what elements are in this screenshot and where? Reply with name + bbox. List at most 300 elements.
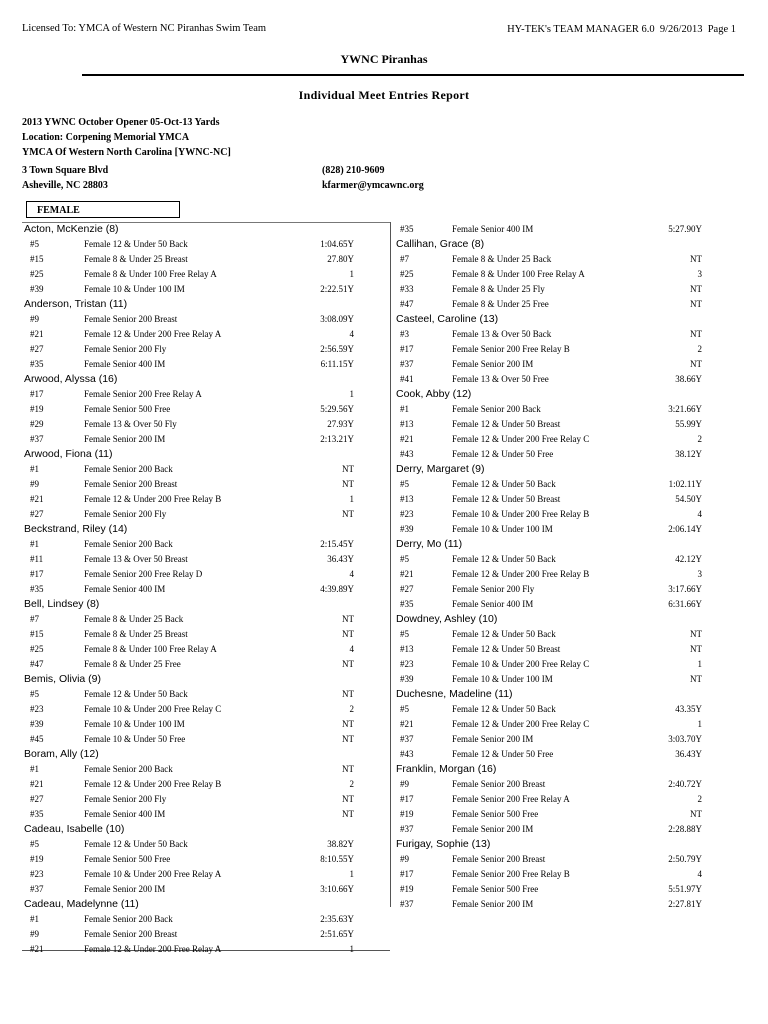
event-name: Female Senior 200 Free Relay A (452, 794, 570, 804)
event-name: Female Senior 500 Free (84, 404, 171, 414)
event-number: #15 (30, 629, 44, 639)
seed-time: 2:06.14Y (668, 524, 702, 534)
event-name: Female Senior 500 Free (452, 884, 539, 894)
entry-row (24, 537, 388, 552)
event-name: Female 8 & Under 100 Free Relay A (84, 269, 217, 279)
event-number: #11 (30, 554, 44, 564)
entry-row (24, 492, 388, 507)
event-number: #17 (400, 344, 414, 354)
seed-time: 3 (697, 269, 702, 279)
seed-time: 42.12Y (675, 554, 702, 564)
entry-row (24, 417, 388, 432)
seed-time: 2:13.21Y (320, 434, 354, 444)
seed-time: NT (690, 329, 702, 339)
entry-row (24, 702, 388, 717)
seed-time: 3:03.70Y (668, 734, 702, 744)
event-number: #3 (400, 329, 409, 339)
event-number: #9 (30, 314, 39, 324)
swimmer-name: Bemis, Olivia (9) (24, 673, 102, 685)
event-name: Female 12 & Under 50 Breast (452, 494, 561, 504)
event-name: Female 12 & Under 200 Free Relay A (84, 944, 222, 954)
entry-row (24, 387, 388, 402)
seed-time: 2:51.65Y (320, 929, 354, 939)
event-name: Female 12 & Under 200 Free Relay C (452, 719, 590, 729)
event-name: Female 12 & Under 200 Free Relay A (84, 329, 222, 339)
event-name: Female Senior 200 Free Relay D (84, 569, 203, 579)
entry-row (396, 582, 706, 597)
event-number: #1 (400, 404, 409, 414)
event-number: #23 (30, 869, 44, 879)
event-name: Female Senior 200 Free Relay A (84, 389, 202, 399)
swimmer-name: Derry, Margaret (9) (396, 463, 485, 475)
entry-row (396, 657, 706, 672)
event-name: Female 13 & Over 50 Free (452, 374, 549, 384)
seed-time: NT (342, 734, 354, 744)
event-number: #39 (30, 719, 44, 729)
page-number: Page 1 (707, 24, 736, 35)
entry-row (396, 882, 706, 897)
event-name: Female 10 & Under 200 Free Relay A (84, 869, 222, 879)
entry-row (396, 642, 706, 657)
event-number: #23 (30, 704, 44, 714)
team-name: YWNC Piranhas (340, 52, 428, 66)
event-number: #21 (30, 494, 44, 504)
event-name: Female 8 & Under 25 Back (452, 254, 552, 264)
entry-row (396, 507, 706, 522)
entry-row (24, 942, 388, 957)
entry-row (24, 477, 388, 492)
event-name: Female Senior 400 IM (84, 359, 166, 369)
swimmer-name: Beckstrand, Riley (14) (24, 523, 128, 535)
event-name: Female 13 & Over 50 Back (452, 329, 552, 339)
seed-time: 2 (697, 344, 702, 354)
seed-time: 4 (349, 329, 354, 339)
seed-time: NT (342, 719, 354, 729)
entry-row (396, 417, 706, 432)
event-number: #9 (400, 779, 409, 789)
entry-row (24, 402, 388, 417)
seed-time: 1 (349, 944, 354, 954)
entry-row (396, 822, 706, 837)
event-number: #37 (30, 434, 44, 444)
swimmer-name: Derry, Mo (11) (396, 538, 463, 550)
seed-time: 27.93Y (327, 419, 354, 429)
event-name: Female Senior 200 Breast (84, 929, 178, 939)
seed-time: 55.99Y (675, 419, 702, 429)
event-number: #5 (30, 689, 39, 699)
report-software-info (507, 24, 736, 35)
entry-row (396, 282, 706, 297)
entry-row (24, 552, 388, 567)
seed-time: 38.12Y (675, 449, 702, 459)
swimmer-name: Arwood, Alyssa (16) (24, 373, 118, 385)
seed-time: 1 (349, 494, 354, 504)
event-name: Female 13 & Over 50 Breast (84, 554, 188, 564)
event-name: Female Senior 500 Free (84, 854, 171, 864)
event-name: Female Senior 200 Breast (452, 779, 546, 789)
seed-time: 2:22.51Y (320, 284, 354, 294)
event-number: #9 (30, 929, 39, 939)
entry-row (396, 852, 706, 867)
seed-time: 2:40.72Y (668, 779, 702, 789)
event-number: #17 (30, 389, 44, 399)
seed-time: NT (342, 764, 354, 774)
seed-time: NT (690, 674, 702, 684)
event-name: Female Senior 500 Free (452, 809, 539, 819)
seed-time: 1:04.65Y (320, 239, 354, 249)
event-name: Female Senior 200 IM (84, 884, 166, 894)
event-number: #35 (30, 359, 44, 369)
event-number: #5 (400, 479, 409, 489)
event-name: Female Senior 200 IM (452, 824, 534, 834)
event-number: #35 (400, 599, 414, 609)
seed-time: 3:21.66Y (668, 404, 702, 414)
seed-time: 1:02.11Y (668, 479, 702, 489)
report-title: Individual Meet Entries Report (298, 88, 470, 102)
event-name: Female 12 & Under 50 Back (452, 554, 556, 564)
swimmer-name: Callihan, Grace (8) (396, 238, 485, 250)
swimmer-name: Franklin, Morgan (16) (396, 763, 497, 775)
event-number: #43 (400, 449, 414, 459)
event-number: #29 (30, 419, 44, 429)
event-name: Female Senior 200 Fly (84, 344, 167, 354)
seed-time: 5:29.56Y (320, 404, 354, 414)
event-name: Female 12 & Under 200 Free Relay C (452, 434, 590, 444)
event-name: Female 12 & Under 50 Back (452, 629, 556, 639)
event-name: Female 10 & Under 50 Free (84, 734, 186, 744)
entry-row (396, 597, 706, 612)
entries-right-column (396, 222, 706, 912)
event-name: Female 12 & Under 200 Free Relay B (84, 494, 222, 504)
seed-time: NT (342, 809, 354, 819)
entry-row (24, 912, 388, 927)
event-name: Female 8 & Under 25 Free (84, 659, 181, 669)
entry-row (24, 432, 388, 447)
event-number: #39 (30, 284, 44, 294)
event-number: #35 (30, 809, 44, 819)
event-name: Female 10 & Under 200 Free Relay B (452, 509, 590, 519)
event-number: #15 (30, 254, 44, 264)
event-number: #43 (400, 749, 414, 759)
seed-time: 43.35Y (675, 704, 702, 714)
event-name: Female 12 & Under 50 Breast (452, 419, 561, 429)
event-number: #27 (30, 794, 44, 804)
entry-row (24, 462, 388, 477)
seed-time: 1 (697, 719, 702, 729)
event-name: Female Senior 400 IM (452, 599, 534, 609)
seed-time: 6:31.66Y (668, 599, 702, 609)
entry-row (396, 672, 706, 687)
entry-row (396, 567, 706, 582)
event-number: #21 (30, 944, 44, 954)
gender-heading: FEMALE (26, 201, 180, 218)
seed-time: 8:10.55Y (320, 854, 354, 864)
entry-row (396, 267, 706, 282)
entry-row (396, 222, 706, 237)
report-date: 9/26/2013 (659, 24, 703, 35)
event-number: #23 (400, 659, 414, 669)
event-name: Female 8 & Under 25 Free (452, 299, 549, 309)
seed-time: 36.43Y (327, 554, 354, 564)
event-number: #13 (400, 494, 414, 504)
seed-time: 1 (349, 869, 354, 879)
event-number: #27 (30, 344, 44, 354)
event-number: #5 (30, 239, 39, 249)
event-name: Female 10 & Under 100 IM (452, 524, 553, 534)
event-name: Female Senior 200 IM (452, 734, 534, 744)
event-name: Female Senior 200 Back (84, 539, 173, 549)
event-number: #27 (30, 509, 44, 519)
swimmer-name: Anderson, Tristan (11) (24, 298, 128, 310)
swimmer-name: Boram, Ally (12) (24, 748, 99, 760)
seed-time: 36.43Y (675, 749, 702, 759)
seed-time: NT (342, 509, 354, 519)
event-number: #21 (400, 434, 414, 444)
event-number: #7 (30, 614, 39, 624)
meet-contact (322, 163, 424, 193)
seed-time: 6:11.15Y (320, 359, 354, 369)
entry-row (396, 807, 706, 822)
seed-time: 5:51.97Y (668, 884, 702, 894)
swimmer-name: Cook, Abby (12) (396, 388, 472, 400)
swimmer-name: Acton, McKenzie (8) (24, 223, 119, 235)
event-number: #35 (400, 224, 414, 234)
swimmer-name: Duchesne, Madeline (11) (396, 688, 513, 700)
event-number: #37 (400, 899, 414, 909)
entry-row (24, 792, 388, 807)
event-name: Female 8 & Under 100 Free Relay A (452, 269, 585, 279)
event-number: #1 (30, 764, 39, 774)
entry-row (24, 327, 388, 342)
event-name: Female 12 & Under 200 Free Relay B (452, 569, 590, 579)
entry-row (24, 507, 388, 522)
seed-time: 38.82Y (327, 839, 354, 849)
event-name: Female 12 & Under 50 Back (452, 704, 556, 714)
seed-time: 1 (697, 659, 702, 669)
event-name: Female 8 & Under 25 Back (84, 614, 184, 624)
entry-row (396, 357, 706, 372)
seed-time: 1 (349, 389, 354, 399)
event-name: Female 8 & Under 25 Breast (84, 254, 188, 264)
event-number: #21 (30, 779, 44, 789)
seed-time: 2 (349, 779, 354, 789)
event-name: Female 12 & Under 50 Back (84, 239, 188, 249)
swimmer-name: Bell, Lindsey (8) (24, 598, 100, 610)
seed-time: NT (342, 464, 354, 474)
entry-row (396, 432, 706, 447)
entry-row (396, 297, 706, 312)
event-number: #5 (400, 629, 409, 639)
event-name: Female Senior 400 IM (84, 809, 166, 819)
seed-time: 4 (697, 869, 702, 879)
event-number: #25 (400, 269, 414, 279)
entry-row (396, 522, 706, 537)
entry-row (24, 927, 388, 942)
event-number: #1 (30, 464, 39, 474)
seed-time: 3:08.09Y (320, 314, 354, 324)
event-number: #19 (30, 854, 44, 864)
seed-time: 1 (349, 269, 354, 279)
seed-time: NT (690, 644, 702, 654)
event-number: #17 (400, 794, 414, 804)
entry-row (396, 792, 706, 807)
entry-row (24, 807, 388, 822)
entry-row (396, 477, 706, 492)
entry-row (24, 777, 388, 792)
meet-address (22, 163, 108, 193)
event-name: Female Senior 400 IM (84, 584, 166, 594)
event-number: #5 (30, 839, 39, 849)
column-divider (390, 222, 391, 907)
entry-row (24, 312, 388, 327)
entry-row (396, 777, 706, 792)
event-number: #5 (400, 554, 409, 564)
event-number: #39 (400, 524, 414, 534)
seed-time: 27.80Y (327, 254, 354, 264)
event-number: #9 (400, 854, 409, 864)
event-number: #25 (30, 269, 44, 279)
entry-row (396, 717, 706, 732)
entry-row (24, 837, 388, 852)
seed-time: 2:15.45Y (320, 539, 354, 549)
meet-location: Location: Corpening Memorial YMCA (22, 132, 190, 143)
swimmer-name: Arwood, Fiona (11) (24, 448, 113, 460)
event-number: #21 (30, 329, 44, 339)
seed-time: NT (342, 659, 354, 669)
software-name: HY-TEK's TEAM MANAGER 6.0 (507, 24, 655, 35)
event-number: #7 (400, 254, 409, 264)
event-number: #21 (400, 719, 414, 729)
event-name: Female 10 & Under 100 IM (84, 284, 185, 294)
seed-time: NT (342, 479, 354, 489)
entry-row (24, 882, 388, 897)
seed-time: 3:10.66Y (320, 884, 354, 894)
event-number: #47 (400, 299, 414, 309)
entries-left-column (24, 222, 388, 957)
event-number: #21 (400, 569, 414, 579)
event-number: #1 (30, 539, 39, 549)
entry-row (396, 702, 706, 717)
event-number: #37 (400, 359, 414, 369)
event-name: Female 10 & Under 100 IM (452, 674, 553, 684)
seed-time: 3:17.66Y (668, 584, 702, 594)
header-rule (82, 74, 744, 76)
entry-row (396, 747, 706, 762)
event-name: Female 12 & Under 50 Breast (452, 644, 561, 654)
event-name: Female Senior 200 Breast (84, 314, 178, 324)
seed-time: 54.50Y (675, 494, 702, 504)
seed-time: 2 (697, 434, 702, 444)
event-number: #35 (30, 584, 44, 594)
seed-time: 4 (349, 569, 354, 579)
event-number: #25 (30, 644, 44, 654)
event-name: Female 12 & Under 50 Free (452, 449, 554, 459)
event-number: #19 (400, 884, 414, 894)
event-name: Female 8 & Under 100 Free Relay A (84, 644, 217, 654)
event-number: #13 (400, 419, 414, 429)
seed-time: NT (690, 809, 702, 819)
swimmer-name: Cadeau, Madelynne (11) (24, 898, 139, 910)
entry-row (396, 252, 706, 267)
entry-row (24, 267, 388, 282)
license-text: Licensed To: YMCA of Western NC Piranhas Swim Team (22, 23, 267, 34)
seed-time: 2:50.79Y (668, 854, 702, 864)
entry-row (24, 762, 388, 777)
event-name: Female 10 & Under 200 Free Relay C (84, 704, 222, 714)
entry-row (24, 642, 388, 657)
meet-info (22, 115, 231, 160)
event-name: Female Senior 200 Free Relay B (452, 869, 570, 879)
entry-row (396, 342, 706, 357)
event-number: #5 (400, 704, 409, 714)
event-name: Female Senior 200 IM (452, 359, 534, 369)
event-number: #19 (30, 404, 44, 414)
seed-time: NT (690, 254, 702, 264)
entry-row (24, 612, 388, 627)
event-name: Female 10 & Under 200 Free Relay C (452, 659, 590, 669)
entry-row (396, 402, 706, 417)
event-number: #19 (400, 809, 414, 819)
event-name: Female Senior 200 Fly (84, 794, 167, 804)
meet-name: 2013 YWNC October Opener 05-Oct-13 Yards (22, 117, 220, 128)
entry-row (24, 852, 388, 867)
meet-host: YMCA Of Western North Carolina [YWNC-NC] (22, 147, 231, 158)
event-number: #45 (30, 734, 44, 744)
seed-time: 4 (349, 644, 354, 654)
event-name: Female 12 & Under 50 Back (84, 689, 188, 699)
seed-time: 2 (349, 704, 354, 714)
swimmer-name: Furigay, Sophie (13) (396, 838, 491, 850)
entry-row (24, 342, 388, 357)
event-number: #27 (400, 584, 414, 594)
event-name: Female Senior 200 Breast (452, 854, 546, 864)
event-number: #1 (30, 914, 39, 924)
event-number: #17 (400, 869, 414, 879)
event-number: #23 (400, 509, 414, 519)
event-name: Female Senior 200 Fly (452, 584, 535, 594)
event-number: #37 (400, 734, 414, 744)
entry-row (396, 552, 706, 567)
seed-time: 4 (697, 509, 702, 519)
entry-row (396, 627, 706, 642)
entry-row (24, 357, 388, 372)
event-name: Female Senior 400 IM (452, 224, 534, 234)
entry-row (24, 657, 388, 672)
event-number: #37 (30, 884, 44, 894)
event-name: Female Senior 200 IM (452, 899, 534, 909)
meet-street: 3 Town Square Blvd (22, 165, 109, 176)
entry-row (396, 732, 706, 747)
event-name: Female Senior 200 Back (84, 764, 173, 774)
event-name: Female 8 & Under 25 Fly (452, 284, 545, 294)
entry-row (396, 897, 706, 912)
event-name: Female 8 & Under 25 Breast (84, 629, 188, 639)
swimmer-name: Cadeau, Isabelle (10) (24, 823, 125, 835)
entry-row (24, 687, 388, 702)
seed-time: 5:27.90Y (668, 224, 702, 234)
seed-time: NT (342, 614, 354, 624)
entry-row (24, 732, 388, 747)
entry-row (396, 372, 706, 387)
entry-row (24, 252, 388, 267)
seed-time: NT (690, 359, 702, 369)
event-number: #37 (400, 824, 414, 834)
seed-time: 2:56.59Y (320, 344, 354, 354)
entry-row (24, 627, 388, 642)
event-name: Female 12 & Under 50 Back (452, 479, 556, 489)
seed-time: 2:28.88Y (668, 824, 702, 834)
event-name: Female 10 & Under 100 IM (84, 719, 185, 729)
